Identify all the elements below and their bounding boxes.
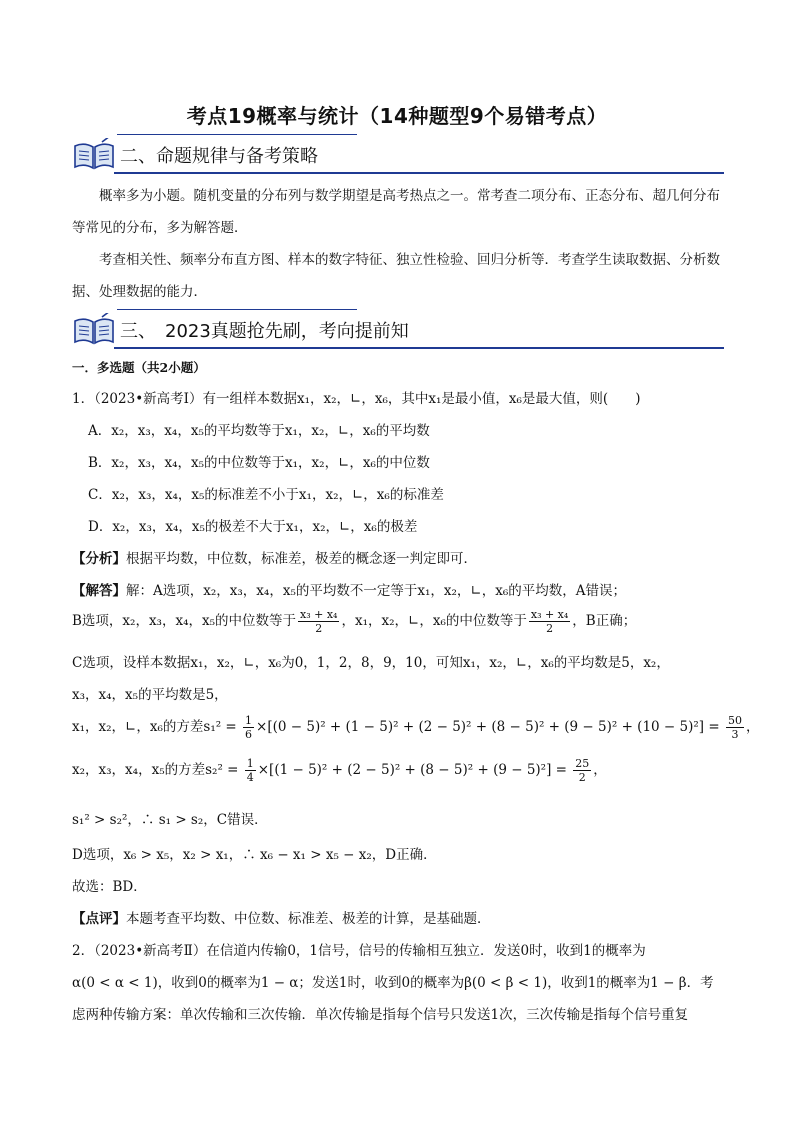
numerator: 1: [245, 714, 253, 727]
comment-tag: 【点评】: [72, 911, 126, 927]
text: ，x₁，x₂，∟，x₆的中位数等于: [341, 613, 527, 629]
open-book-icon: [72, 138, 116, 172]
fraction: [726, 714, 744, 741]
solution-c3: [72, 712, 760, 742]
section-title: 三、 2023真题抢先刷，考向提前知: [120, 321, 409, 342]
denominator: 2: [546, 622, 554, 635]
page-title: 考点19概率与统计（14种题型9个易错考点）: [186, 104, 608, 128]
fraction: [245, 757, 256, 784]
q2-line-2: α(0 < α < 1)，收到0的概率为1 − α；发送1时，收到0的概率为β(0 < β < 1)，收到1的概率为1 − β．考: [72, 975, 714, 991]
sub-heading: 一．多选题（共2小题）: [72, 360, 206, 375]
text: ×[(0 − 5)² + (1 − 5)² + (2 − 5)² + (8 − 5)² + (9 − 5)² + (10 − 5)²] =: [256, 719, 724, 735]
text: x₂，x₃，x₄，x₅的方差s₂² =: [72, 762, 243, 778]
analysis-line: [72, 547, 732, 567]
q2-line-3: 虑两种传输方案：单次传输和三次传输．单次传输是指每个信号只发送1次，三次传输是指每个信号重复: [72, 1007, 689, 1023]
numerator: x₃ + x₄: [300, 608, 338, 621]
numerator: x₃ + x₄: [530, 608, 569, 621]
solution-line: [72, 579, 732, 599]
denominator: 3: [731, 728, 739, 741]
denominator: 4: [246, 771, 254, 784]
solution-c4: [72, 755, 732, 785]
paragraph: 考查相关性、频率分布直方图、样本的数字特征、独立性检验、回归分析等．考查学生读取数据、分析数据、处理数据的能力．: [72, 252, 720, 300]
paragraph: 概率多为小题。随机变量的分布列与数学期望是高考热点之一。常考查二项分布、正态分布、超几何分布等常见的分布，多为解答题．: [72, 188, 720, 236]
header-top-rule: [117, 134, 357, 135]
numerator: 1: [246, 757, 254, 770]
q2-line-1: 2．（2023•新高考Ⅱ）在信道内传输0，1信号，信号的传输相互独立．发送0时，收到1的概率为: [72, 943, 646, 959]
section-title: 二、命题规律与备考策略: [120, 146, 318, 167]
comment-text: 本题考查平均数、中位数、标准差、极差的计算，是基础题．: [126, 911, 491, 927]
comment-line: [72, 907, 732, 927]
header-rule: [114, 172, 724, 174]
answer: 故选：BD．: [72, 879, 147, 895]
denominator: 2: [578, 771, 586, 784]
fraction: [529, 608, 570, 635]
analysis-tag: 【分析】: [72, 551, 126, 567]
open-book-icon: [72, 313, 116, 347]
option-d: D．x₂，x₃，x₄，x₅的极差不大于x₁，x₂，∟，x₆的极差: [88, 519, 418, 535]
option-a: A．x₂，x₃，x₄，x₅的平均数等于x₁，x₂，∟，x₆的平均数: [88, 423, 430, 439]
section-header-3: [72, 309, 724, 351]
solution-d: D选项，x₆ > x₅，x₂ > x₁，∴ x₆ − x₁ > x₅ − x₂，D正确．: [72, 847, 437, 863]
fraction: [298, 608, 339, 635]
solution-a: 解：A选项，x₂，x₃，x₄，x₅的平均数不一定等于x₁，x₂，∟，x₆的平均数，A错误；: [126, 583, 626, 599]
fraction: [243, 714, 254, 741]
option-c: C．x₂，x₃，x₄，x₅的标准差不小于x₁，x₂，∟，x₆的标准差: [88, 487, 444, 503]
header-rule: [114, 347, 724, 349]
numerator: 25: [575, 757, 590, 770]
text: x₁，x₂，∟，x₆的方差s₁² =: [72, 719, 242, 735]
text: ，: [745, 719, 760, 735]
solution-c5: s₁² > s₂²，∴ s₁ > s₂，C错误．: [72, 812, 268, 828]
text: ，B正确；: [572, 613, 637, 629]
text: ，: [593, 762, 607, 778]
solution-b: [72, 606, 732, 636]
section-header-2: [72, 134, 724, 176]
question-stem: 1．（2023•新高考Ⅰ）有一组样本数据x₁，x₂，∟，x₆，其中x₁是最小值，x₆是最大值，则( ): [72, 391, 641, 407]
solution-c2: x₃，x₄，x₅的平均数是5，: [72, 687, 228, 703]
header-top-rule: [117, 309, 357, 310]
denominator: 6: [245, 728, 253, 741]
solution-tag: 【解答】: [72, 583, 126, 599]
fraction: [573, 757, 591, 784]
analysis-text: 根据平均数，中位数，标准差，极差的概念逐一判定即可．: [126, 551, 477, 567]
text: ×[(1 − 5)² + (2 − 5)² + (8 − 5)² + (9 − 5)²] =: [257, 762, 572, 778]
denominator: 2: [315, 622, 323, 635]
option-b: B．x₂，x₃，x₄，x₅的中位数等于x₁，x₂，∟，x₆的中位数: [88, 455, 430, 471]
solution-c1: C选项，设样本数据x₁，x₂，∟，x₆为0，1，2，8，9，10，可知x₁，x₂，∟，x₆的平均数是5，x₂，: [72, 655, 670, 671]
text: B选项，x₂，x₃，x₄，x₅的中位数等于: [72, 613, 297, 629]
numerator: 50: [727, 714, 742, 727]
